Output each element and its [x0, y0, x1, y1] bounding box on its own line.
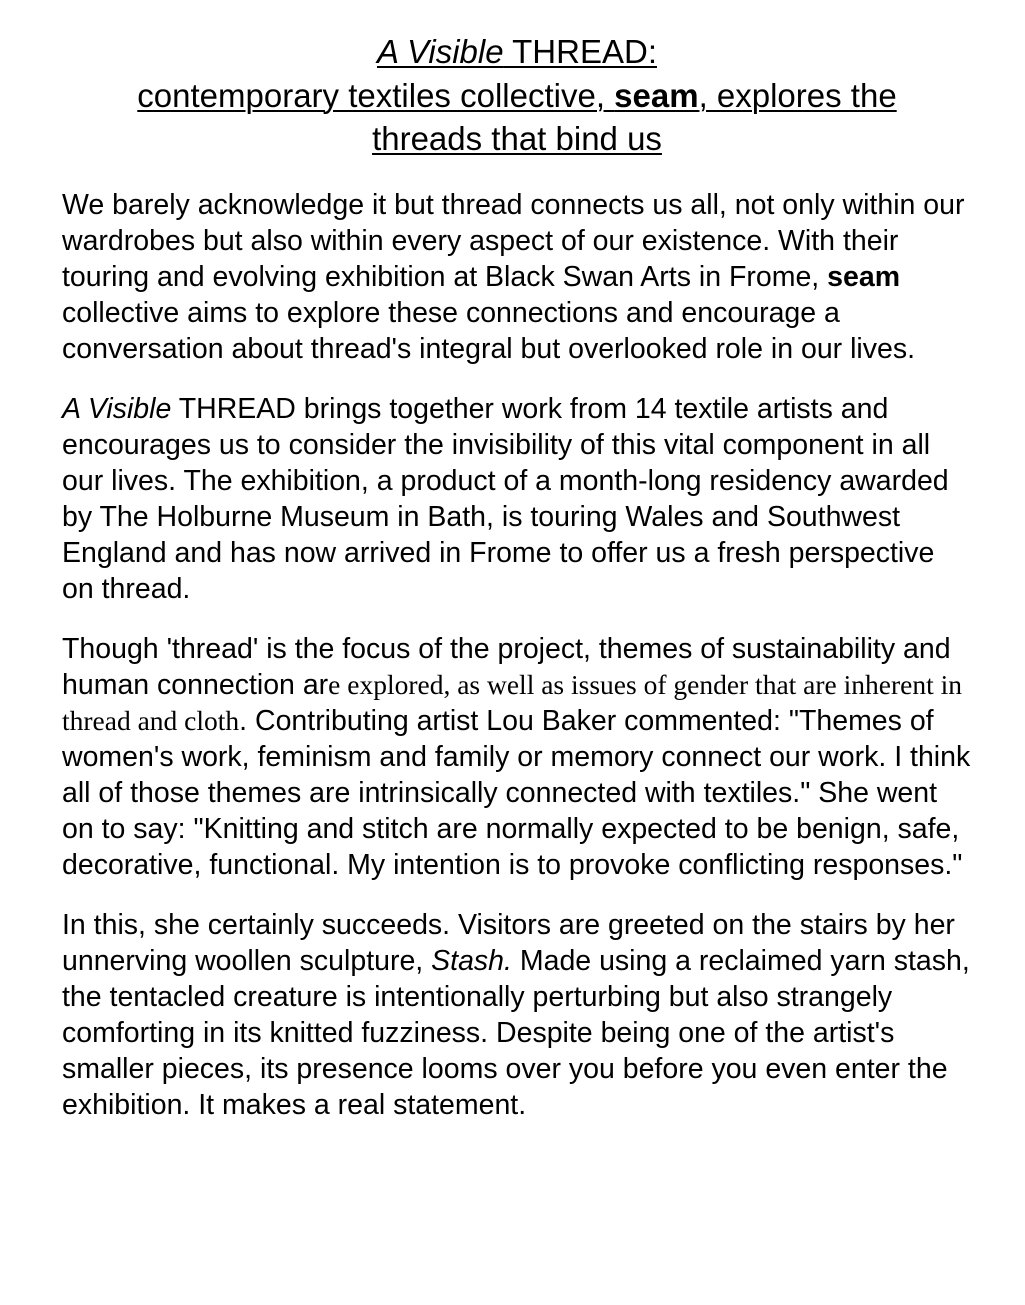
p1-text-a: We barely acknowledge it but thread connects us all, not only within our wardrobes but also within every aspect of our existence. With their touring and evolving exhibition at Black Swan Arts in Frome,	[62, 188, 965, 293]
p4-text-a: In this, she certainly succeeds. Visitors are greeted on the stairs by her unnerving woollen sculpture,	[62, 908, 955, 977]
title-line-1	[377, 33, 657, 70]
p1-text-b: collective aims to explore these connections and encourage a conversation about thread's integral but overlooked role in our lives.	[62, 296, 916, 365]
p4-italic-stash: Stash.	[431, 944, 512, 977]
title-italic: A Visible	[377, 33, 504, 70]
p1-bold-seam: seam	[827, 260, 901, 293]
paragraph-2	[62, 391, 972, 607]
article-title	[62, 30, 972, 161]
p3-text-a: Though 'thread' is the focus of the project, themes of sustainability and human connection ar	[62, 632, 951, 701]
title-line-1-rest: THREAD:	[503, 33, 657, 70]
p2-text: THREAD brings together work from 14 textile artists and encourages us to consider the invisibility of this vital component in all our lives. The exhibition, a product of a month-long residency awarded by The Holburne Museum in Bath, is touring Wales and Southwest England and has now arrived in Frome to offer us a fresh perspective on thread.	[62, 392, 949, 605]
title-line-2-pre: contemporary textiles collective,	[137, 76, 615, 114]
article	[62, 30, 972, 1147]
paragraph-3	[62, 631, 972, 883]
p4-text-b: Made using a reclaimed yarn stash, the tentacled creature is intentionally perturbing but also strangely comforting in its knitted fuzziness. Despite being one of the artist's smaller pieces, its presence looms over you before you even enter the exhibition. It makes a real statement.	[62, 944, 970, 1121]
p3-text-b: . Contributing artist Lou Baker commented: "Themes of women's work, feminism and family or memory connect our work. I think all of those themes are intrinsically connected with textiles." She went on to say: "Knitting and stitch are normally expected to be benign, safe, decorative, functional. My intention is to provoke conflicting responses."	[62, 704, 971, 881]
title-line-3: threads that bind us	[372, 120, 662, 157]
title-bold-seam: seam	[614, 76, 699, 114]
title-line-2	[137, 77, 896, 114]
title-line-2-post: , explores the	[698, 76, 897, 114]
p2-italic: A Visible	[62, 392, 172, 425]
paragraph-4	[62, 907, 972, 1123]
paragraph-1	[62, 187, 972, 367]
p3-serif-text: e explored, as well as issues of gender that are inherent in thread and cloth	[62, 668, 962, 736]
